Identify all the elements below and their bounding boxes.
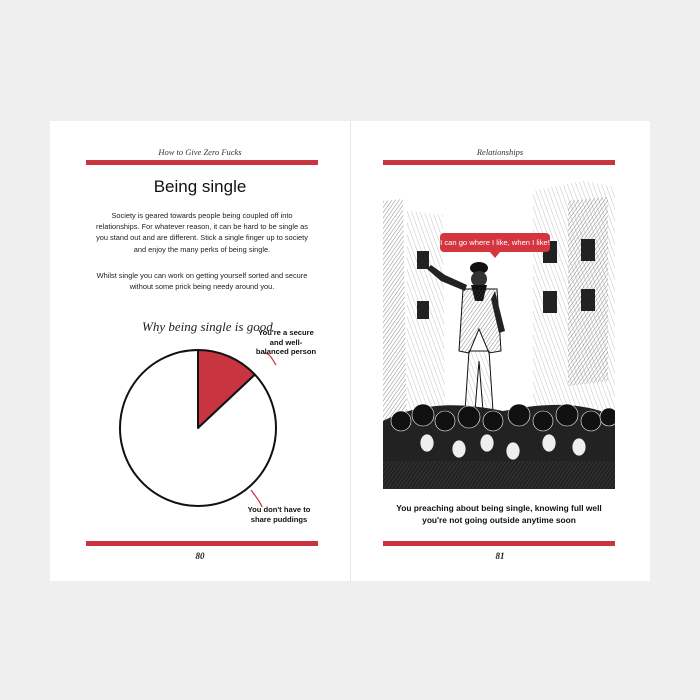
left-page xyxy=(50,121,350,581)
body-paragraph-2: Whilst single you can work on getting yourself sorted and secure without some prick being needy around you. xyxy=(96,271,308,292)
running-head-left: How to Give Zero Fucks xyxy=(158,147,242,157)
running-head-right: Relationships xyxy=(476,147,524,157)
chart-title: Why being single is good xyxy=(142,319,273,334)
body-paragraph-1: Society is geared towards people being coupled off into relationships. For whatever reason, it can be hard to be single as you stand out and are different. Stick a single finger up to society and enjoy the many perks of being single. xyxy=(96,211,308,254)
slice-label-secure: You're a secure and well-balanced person xyxy=(255,328,317,357)
page-number-right: 81 xyxy=(495,551,505,561)
right-page xyxy=(350,121,650,581)
speech-bubble: I can go where I like, when I like! xyxy=(440,233,550,252)
page-number-left: 80 xyxy=(195,551,205,561)
slice-label-puddings: You don't have to share puddings xyxy=(247,505,311,524)
illustration-caption: You preaching about being single, knowing full well you're not going outside anytime soon xyxy=(396,503,602,525)
bottom-rule-right xyxy=(383,541,615,546)
page-heading: Being single xyxy=(153,177,247,196)
book-spread xyxy=(50,121,650,581)
bottom-rule-left xyxy=(86,541,318,546)
top-rule-right xyxy=(383,160,615,165)
engraving-illustration xyxy=(383,181,615,489)
speech-bubble-tail xyxy=(490,252,500,258)
